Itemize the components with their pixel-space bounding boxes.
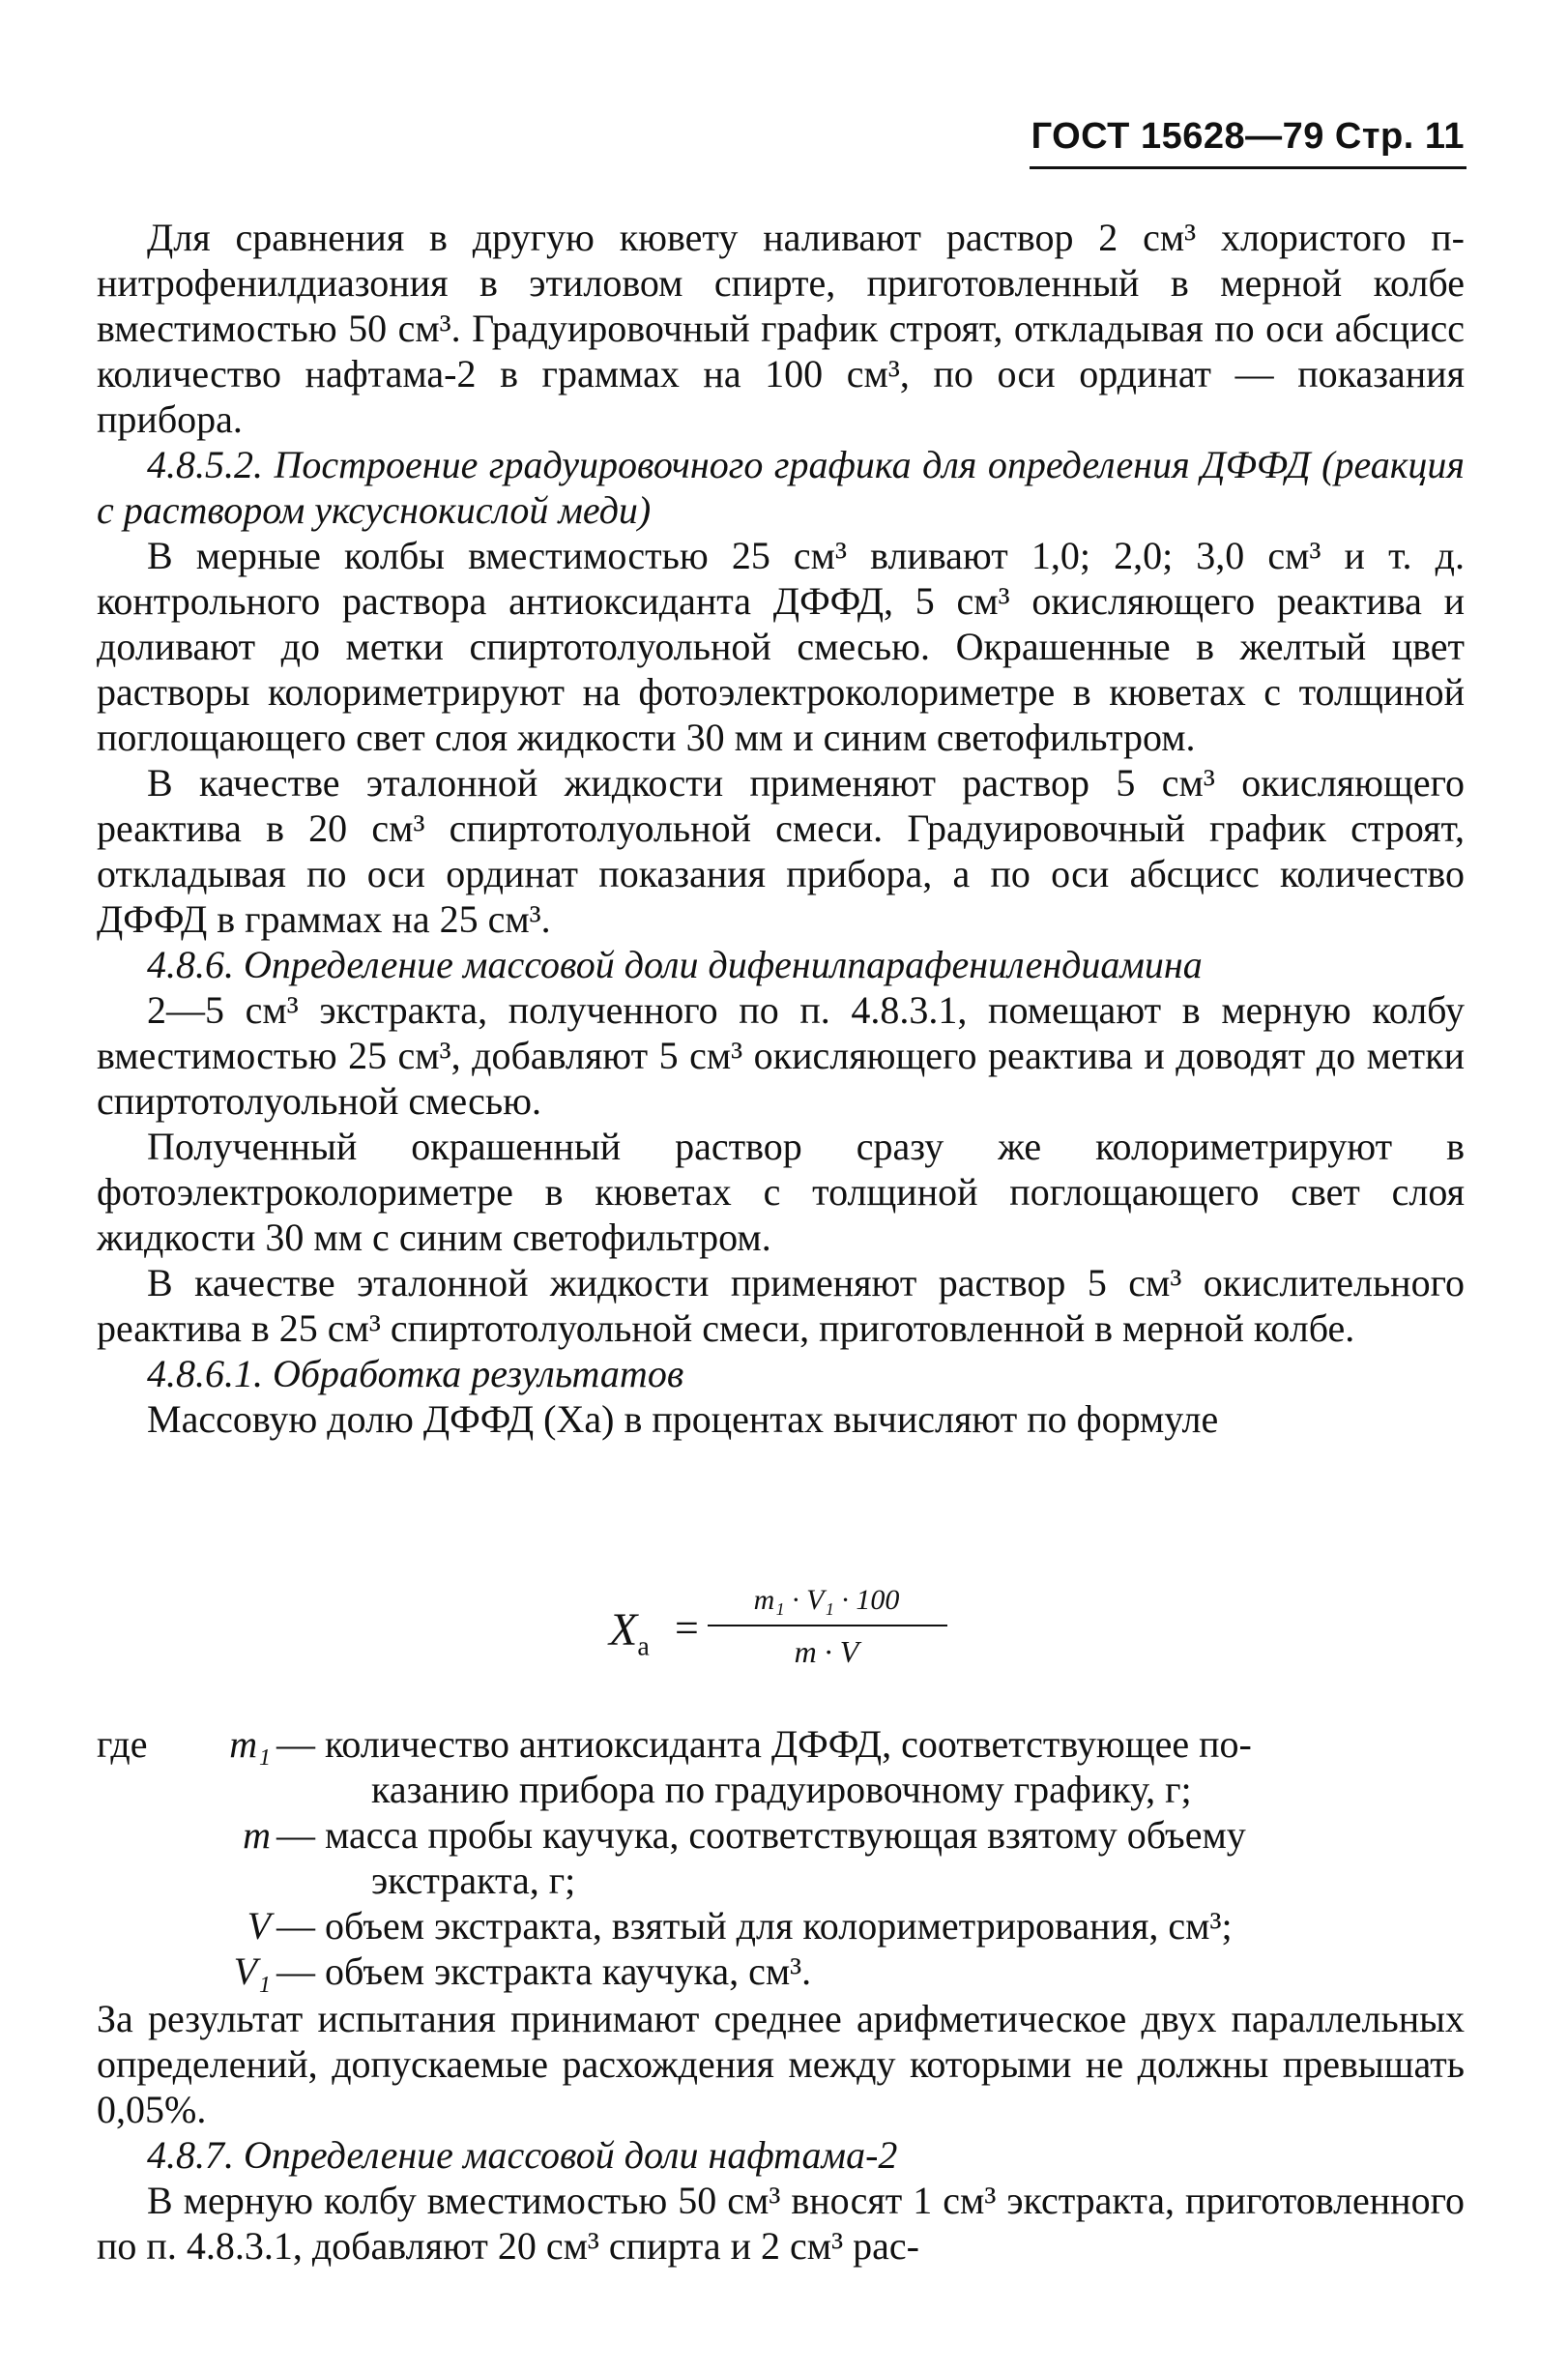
page-header: ГОСТ 15628—79 Стр. 11 (1031, 116, 1465, 157)
formula-numerator: m₁ · V₁ · 100 (753, 1584, 900, 1616)
section-heading: 4.8.7. Определение массовой доли нафтама-2 (147, 2133, 898, 2177)
header-rule (1030, 166, 1466, 169)
definition-text-line: — масса пробы каучука, соответствующая взятому объему (276, 1813, 1246, 1857)
paragraph: Полученный окрашенный раствор сразу же колориметрируют в фотоэлектроколориметре в кюветах с толщиной поглощающего свет слоя жидкости 30 мм с синим светофильтром. (97, 1125, 1465, 1259)
paragraph: В качестве эталонной жидкости применяют раствор 5 см³ окисляющего реактива в 20 см³ спиртотолуольной смеси. Градуировочный график строят, откладывая по оси ординат показания прибора, а по оси абсцисс количество ДФФД в граммах на 25 см³. (97, 761, 1465, 941)
formula (599, 1576, 967, 1692)
definition-symbol: m (243, 1813, 271, 1857)
paragraph: В мерную колбу вместимостью 50 см³ вносят 1 см³ экстракта, приготовленного по п. 4.8.3.1, добавляют 20 см³ спирта и 2 см³ рас- (97, 2179, 1465, 2268)
paragraph: Для сравнения в другую кювету наливают раствор 2 см³ хлористого п-нитрофенилдиазония в этиловом спирте, приготовленный в мерной колбе вместимостью 50 см³. Градуировочный график строят, откладывая по оси абсцисс количество нафтама-2 в граммах на 100 см³, по оси ординат — показания прибора. (97, 216, 1465, 441)
section-heading: 4.8.5.2. Построение градуировочного графика для определения ДФФД (реакция с раствором уксуснокислой меди) (97, 443, 1465, 532)
definition-symbol: m₁ (229, 1722, 271, 1766)
definition-text-line: — объем экстракта, взятый для колориметрирования, см³; (276, 1904, 1233, 1948)
paragraph: За результат испытания принимают среднее арифметическое двух параллельных определений, допускаемые расхождения между которыми не должны превышать 0,05%. (97, 1997, 1465, 2131)
definition-text-line: — количество антиоксиданта ДФФД, соответствующее по- (276, 1722, 1252, 1766)
formula-lhs-subscript: а (637, 1631, 650, 1662)
definition-symbol: V (247, 1904, 271, 1948)
section-heading: 4.8.6. Определение массовой доли дифенилпарафенилендиамина (147, 943, 1203, 986)
definition-text-continuation: казанию прибора по градуировочному графику, г; (371, 1768, 1192, 1811)
paragraph: В мерные колбы вместимостью 25 см³ вливают 1,0; 2,0; 3,0 см³ и т. д. контрольного раствора антиоксиданта ДФФД, 5 см³ окисляющего реактива и доливают до метки спиртотолуольной смесью. Окрашенные в желтый цвет растворы колориметрируют на фотоэлектроколориметре в кюветах с толщиной поглощающего свет слоя жидкости 30 мм и синим светофильтром. (97, 534, 1465, 759)
definition-row (97, 1948, 1465, 1994)
definition-text-line: — объем экстракта каучука, см³. (276, 1949, 812, 1993)
formula-equals: = (675, 1604, 699, 1652)
paragraph: 2—5 см³ экстракта, полученного по п. 4.8.3.1, помещают в мерную колбу вместимостью 25 см³, добавляют 5 см³ окисляющего реактива и доводят до метки спиртотолуольной смесью. (97, 988, 1465, 1123)
closing-text (97, 1996, 1465, 2269)
section-heading: 4.8.6.1. Обработка результатов (147, 1352, 684, 1395)
paragraph: Массовую долю ДФФД (Xа) в процентах вычисляют по формуле (147, 1397, 1219, 1441)
definition-lead: где (97, 1722, 148, 1766)
definition-row (97, 1812, 1465, 1903)
definition-row (97, 1903, 1465, 1948)
fraction-bar (708, 1625, 947, 1626)
definition-row (97, 1721, 1465, 1812)
definition-symbol: V₁ (233, 1949, 271, 1993)
definition-text (276, 1721, 1465, 1812)
definition-text (276, 1812, 1465, 1903)
definition-text (276, 1903, 1465, 1948)
definition-text-continuation: экстракта, г; (371, 1859, 576, 1902)
formula-denominator: m · V (794, 1634, 859, 1669)
paragraph: В качестве эталонной жидкости применяют раствор 5 см³ окислительного реактива в 25 см³ спиртотолуольной смеси, приготовленной в мерной колбе. (97, 1261, 1465, 1350)
formula-lhs (609, 1603, 650, 1662)
formula-lhs-symbol: X (609, 1604, 638, 1655)
variable-definitions (97, 1721, 1465, 1994)
main-text (97, 215, 1465, 1442)
definition-text (276, 1948, 1465, 1994)
